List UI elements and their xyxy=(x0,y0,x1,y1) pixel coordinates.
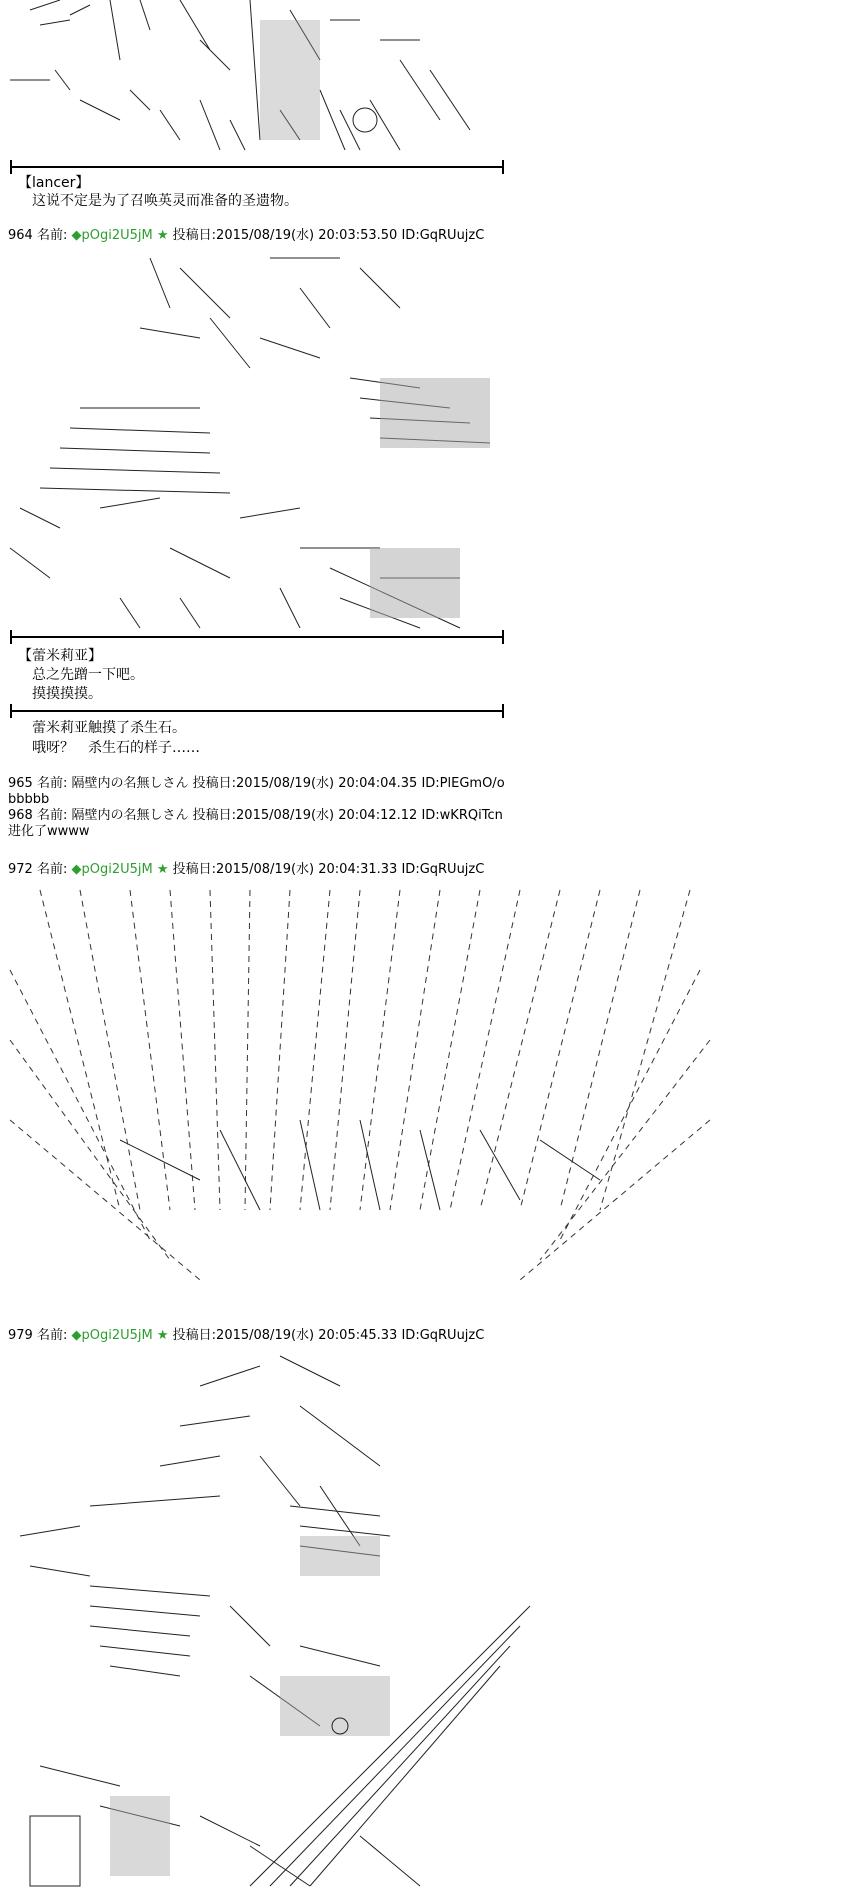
post-header xyxy=(8,808,503,824)
post-header xyxy=(8,228,484,244)
post-id[interactable]: ID:GqRUujzC xyxy=(401,228,485,243)
divider-2 xyxy=(10,636,504,638)
post-date: 投稿日:2015/08/19(水) 20:04:04.35 xyxy=(192,776,418,791)
post-number: 964 xyxy=(8,228,33,243)
name-label: 名前: xyxy=(36,862,68,877)
post-header xyxy=(8,776,505,792)
tripcode[interactable]: ◆pOgi2U5jM xyxy=(71,228,153,243)
narration-line: 蕾米莉亚触摸了杀生石。 xyxy=(32,720,186,736)
post-header xyxy=(8,1328,484,1344)
name-label: 名前: xyxy=(36,228,68,243)
dialog-line: 总之先蹭一下吧。 xyxy=(32,667,144,683)
post-number: 979 xyxy=(8,1328,33,1343)
star-icon: ★ xyxy=(156,862,169,877)
post-id[interactable]: ID:PlEGmO/o xyxy=(421,776,505,791)
speaker-label: 【蕾米莉亚】 xyxy=(18,648,102,664)
poster-name: 隔壁内の名無しさん xyxy=(71,776,189,791)
speaker-label: 【lancer】 xyxy=(18,175,90,191)
name-label: 名前: xyxy=(36,1328,68,1343)
divider-1 xyxy=(10,166,504,168)
tripcode[interactable]: ◆pOgi2U5jM xyxy=(71,1328,153,1343)
ascii-art-4 xyxy=(0,1346,540,1888)
star-icon: ★ xyxy=(156,228,169,243)
dialog-line: 摸摸摸摸。 xyxy=(32,686,102,702)
tripcode[interactable]: ◆pOgi2U5jM xyxy=(71,862,153,877)
name-label: 名前: xyxy=(36,776,68,791)
ascii-art-1 xyxy=(0,0,510,160)
post-body: bbbbb xyxy=(8,792,50,807)
ascii-art-2 xyxy=(0,248,510,633)
divider-3 xyxy=(10,710,504,712)
name-label: 名前: xyxy=(36,808,68,823)
dialog-line: 这说不定是为了召唤英灵而准备的圣遗物。 xyxy=(32,193,298,209)
post-id[interactable]: ID:wKRQiTcn xyxy=(421,808,503,823)
post-number: 968 xyxy=(8,808,33,823)
post-number: 965 xyxy=(8,776,33,791)
post-body: 进化了wwww xyxy=(8,824,90,839)
ascii-art-3 xyxy=(0,880,720,1335)
post-date: 投稿日:2015/08/19(水) 20:04:12.12 xyxy=(192,808,418,823)
poster-name: 隔壁内の名無しさん xyxy=(71,808,189,823)
narration-line: 哦呀？ 杀生石的样子…… xyxy=(32,740,200,756)
post-id[interactable]: ID:GqRUujzC xyxy=(401,862,485,877)
post-date: 投稿日:2015/08/19(水) 20:04:31.33 xyxy=(172,862,398,877)
post-id[interactable]: ID:GqRUujzC xyxy=(401,1328,485,1343)
post-date: 投稿日:2015/08/19(水) 20:03:53.50 xyxy=(172,228,398,243)
post-date: 投稿日:2015/08/19(水) 20:05:45.33 xyxy=(172,1328,398,1343)
star-icon: ★ xyxy=(156,1328,169,1343)
post-header xyxy=(8,862,484,878)
post-number: 972 xyxy=(8,862,33,877)
